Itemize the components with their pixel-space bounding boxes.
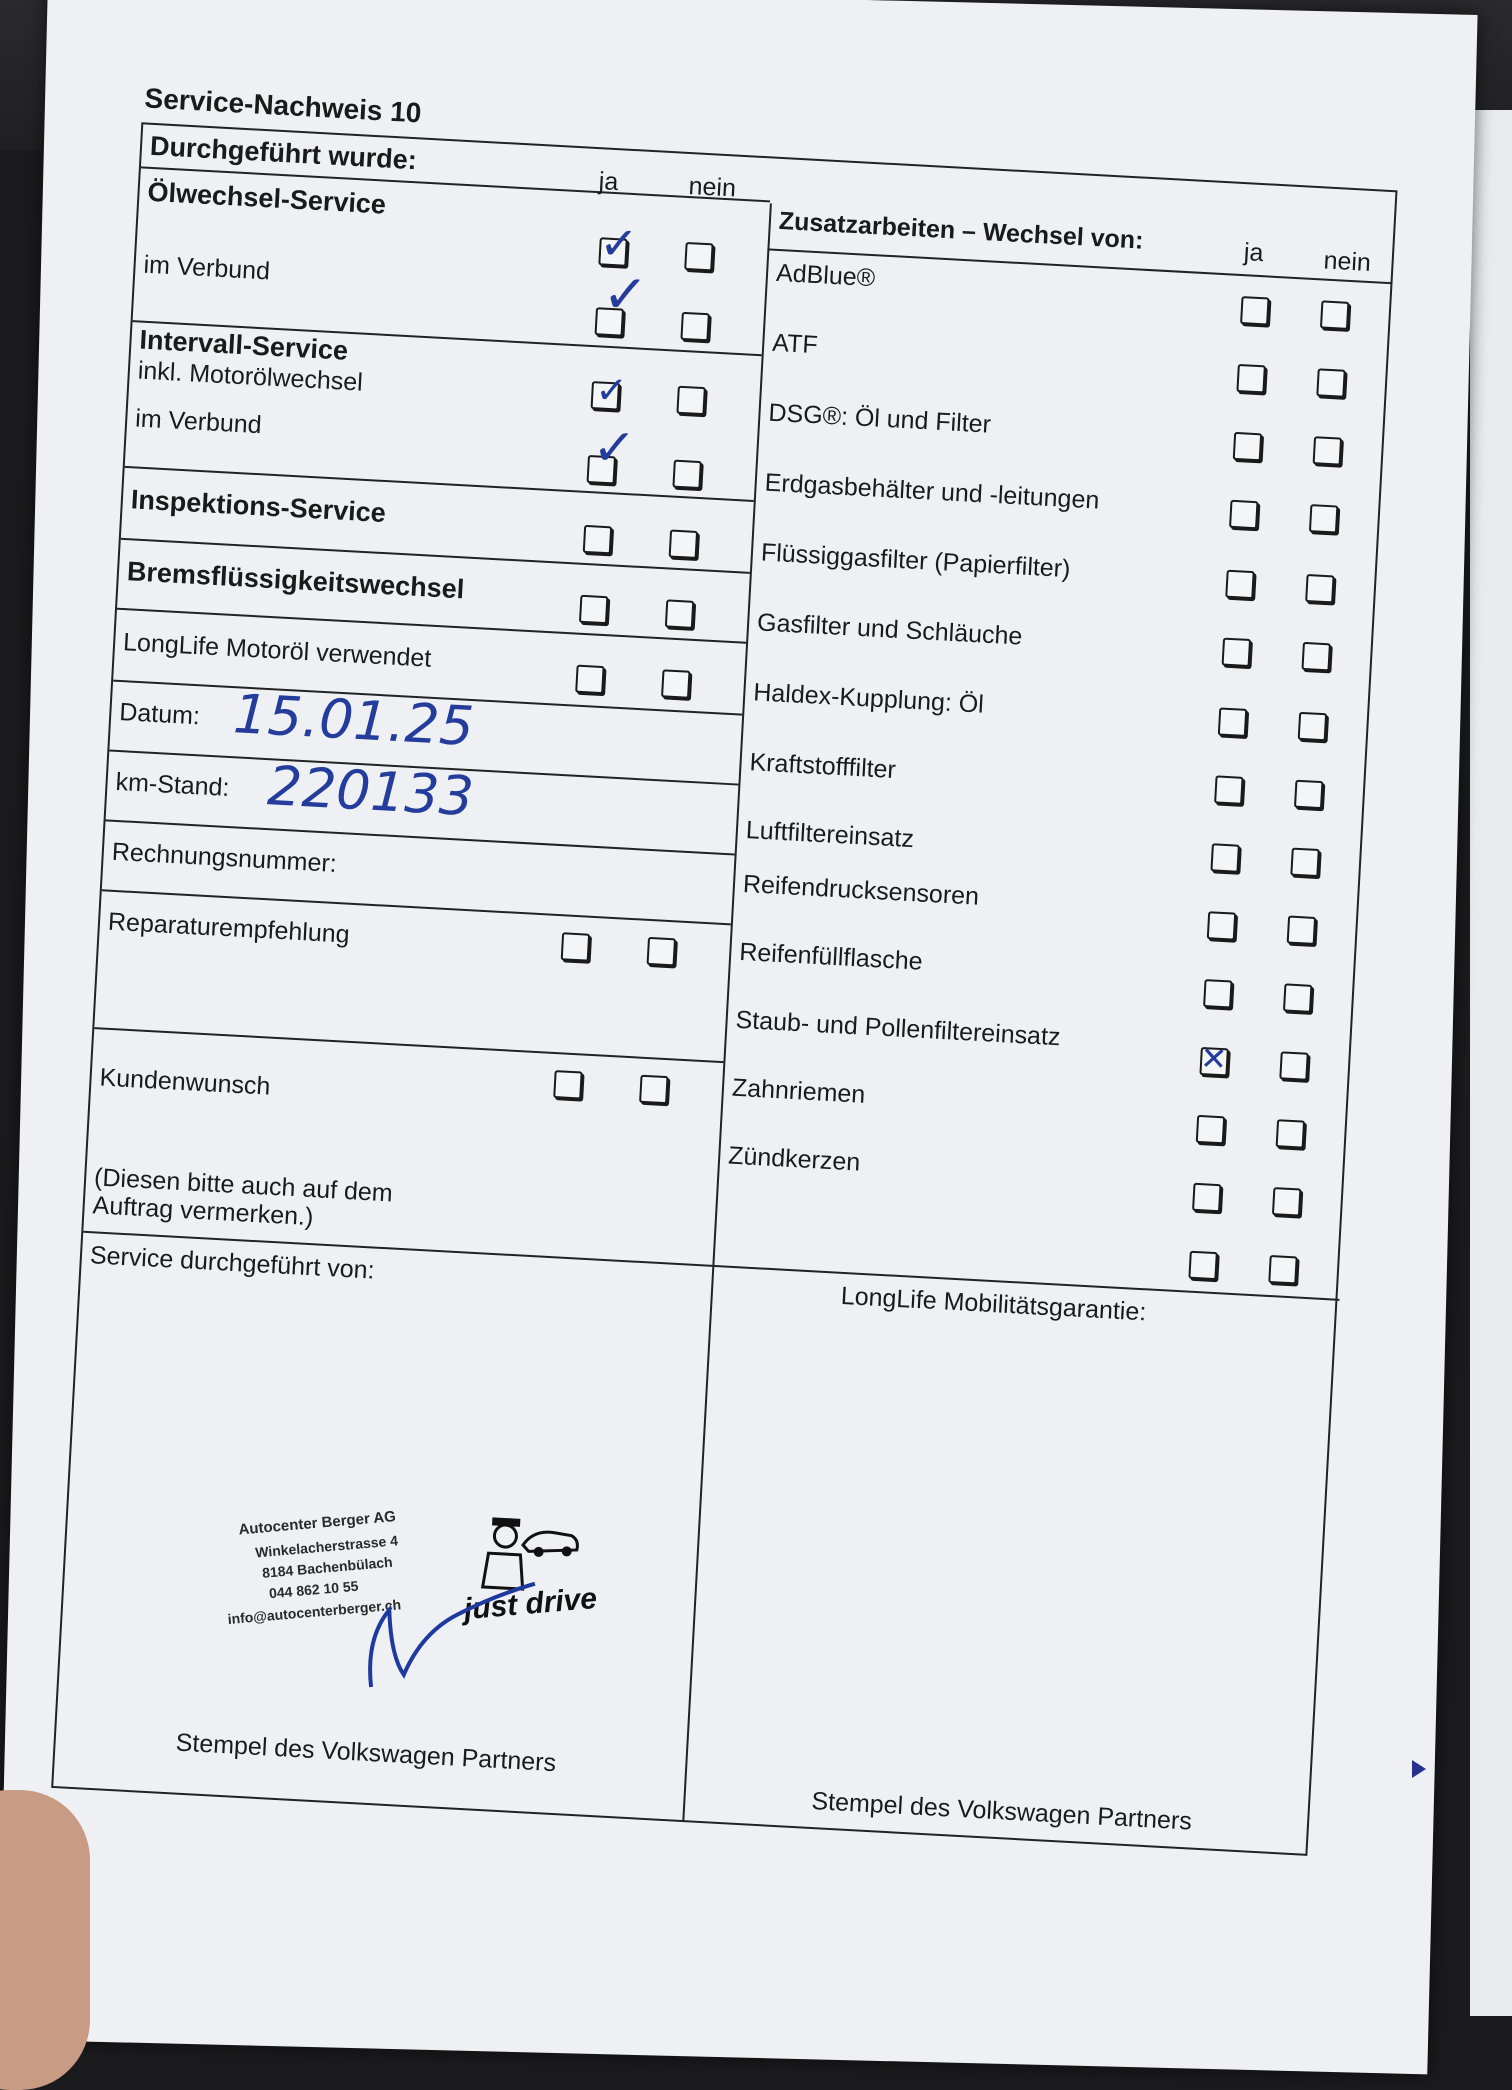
oil-verbund-checkmark: ✓ (601, 261, 650, 327)
service-by-label: Service durchgeführt von: (89, 1241, 376, 1285)
date-label: Datum: (118, 698, 201, 731)
right-stamp-caption: Stempel des Volkswagen Partners (810, 1787, 1193, 1836)
item-reifendruck: Reifendrucksensoren (742, 869, 980, 911)
extra-ja-checkbox[interactable] (1188, 1251, 1217, 1280)
left-header: Durchgeführt wurde: (149, 130, 418, 176)
invoice-label: Rechnungsnummer: (111, 837, 338, 878)
rule-customer (94, 1027, 723, 1063)
dsg-ja-checkbox[interactable] (1233, 432, 1262, 461)
interval-verbund-nein-checkbox[interactable] (672, 460, 701, 489)
customer-ja-checkbox[interactable] (553, 1070, 582, 1099)
oil-verbund-label: im Verbund (142, 250, 271, 286)
customer-label: Kundenwunsch (98, 1063, 272, 1101)
gasfilter-nein-checkbox[interactable] (1301, 642, 1330, 671)
item-luftfilter: Luftfiltereinsatz (745, 816, 915, 854)
kraftstofffilter-nein-checkbox[interactable] (1294, 780, 1323, 809)
item-zuendkerzen: Zündkerzen (727, 1141, 861, 1177)
item-kraftstofffilter: Kraftstofffilter (748, 748, 897, 785)
form-frame (51, 122, 1397, 1856)
brake-fluid-label: Bremsflüssigkeitswechsel (126, 556, 466, 605)
interval-verbund-label: im Verbund (134, 404, 263, 440)
erdgas-nein-checkbox[interactable] (1309, 504, 1338, 533)
page-title: Service-Nachweis 10 (143, 82, 423, 129)
item-zahnriemen: Zahnriemen (731, 1073, 866, 1109)
kraftstofffilter-ja-checkbox[interactable] (1214, 775, 1243, 804)
brake-nein-checkbox[interactable] (665, 599, 694, 628)
stamp-city: 8184 Bachenbülach (261, 1553, 394, 1581)
inspection-nein-checkbox[interactable] (669, 529, 698, 558)
longlife-ja-checkbox[interactable] (575, 665, 604, 694)
longlife-oil-label: LongLife Motoröl verwendet (122, 628, 433, 673)
mobility-label: LongLife Mobilitätsgarantie: (840, 1281, 1147, 1327)
extra-nein-checkbox[interactable] (1268, 1255, 1297, 1284)
adblue-nein-checkbox[interactable] (1320, 300, 1349, 329)
item-adblue: AdBlue® (775, 258, 876, 293)
interval-verbund-checkmark: ✓ (590, 417, 638, 480)
zahnriemen-nein-checkbox[interactable] (1276, 1119, 1305, 1148)
right-header: Zusatzarbeiten – Wechsel von: (778, 206, 1145, 255)
left-stamp-caption: Stempel des Volkswagen Partners (175, 1728, 557, 1778)
repair-nein-checkbox[interactable] (647, 937, 676, 966)
repair-label: Reparaturempfehlung (107, 907, 351, 949)
pollenfilter-cross: ✕ (1199, 1038, 1229, 1079)
item-gasfilter: Gasfilter und Schläuche (756, 608, 1024, 651)
left-col-ja: ja (598, 167, 620, 197)
service-record-form (51, 82, 1402, 1858)
haldex-nein-checkbox[interactable] (1298, 712, 1327, 741)
reifendruck-ja-checkbox[interactable] (1207, 911, 1236, 940)
zuendkerzen-nein-checkbox[interactable] (1272, 1187, 1301, 1216)
reifendruck-nein-checkbox[interactable] (1287, 915, 1316, 944)
interval-service-label: Intervall-Service (138, 324, 349, 366)
stamp-street: Winkelacherstrasse 4 (254, 1532, 399, 1561)
longlife-nein-checkbox[interactable] (661, 669, 690, 698)
reifenfuellflasche-nein-checkbox[interactable] (1283, 983, 1312, 1012)
km-value: 220133 (265, 754, 476, 829)
customer-nein-checkbox[interactable] (639, 1075, 668, 1104)
luftfilter-ja-checkbox[interactable] (1210, 843, 1239, 872)
item-dsg: DSG®: Öl und Filter (767, 398, 992, 439)
next-page-edge (1470, 110, 1512, 2016)
interval-incl-label: inkl. Motorölwechsel (137, 356, 364, 397)
inspection-label: Inspektions-Service (130, 484, 387, 529)
stamp-email: info@autocenterberger.ch (226, 1596, 402, 1628)
item-fluessiggas: Flüssiggasfilter (Papierfilter) (760, 538, 1072, 584)
haldex-ja-checkbox[interactable] (1218, 707, 1247, 736)
atf-ja-checkbox[interactable] (1236, 364, 1265, 393)
left-col-nein: nein (687, 172, 737, 203)
fluessiggas-nein-checkbox[interactable] (1305, 574, 1334, 603)
oil-service-label: Ölwechsel-Service (146, 176, 387, 220)
zahnriemen-ja-checkbox[interactable] (1196, 1115, 1225, 1144)
next-page-arrow-icon (1412, 1760, 1426, 1778)
atf-nein-checkbox[interactable] (1316, 368, 1345, 397)
stamp-phone: 044 862 10 55 (268, 1577, 360, 1602)
dsg-nein-checkbox[interactable] (1313, 436, 1342, 465)
stamp-brand: just drive (462, 1581, 599, 1627)
item-haldex: Haldex-Kupplung: Öl (752, 678, 985, 719)
fluessiggas-ja-checkbox[interactable] (1225, 570, 1254, 599)
luftfilter-nein-checkbox[interactable] (1290, 848, 1319, 877)
repair-ja-checkbox[interactable] (561, 932, 590, 961)
oil-service-checkmark: ✓ (598, 215, 640, 272)
interval-nein-checkbox[interactable] (676, 386, 705, 415)
item-atf: ATF (771, 328, 819, 360)
interval-checkmark: ✓ (594, 367, 629, 413)
brake-ja-checkbox[interactable] (579, 595, 608, 624)
signature (358, 1569, 545, 1709)
customer-note: (Diesen bitte auch auf dem Auftrag vermerken.) (91, 1163, 394, 1232)
right-col-nein: nein (1322, 246, 1372, 277)
item-pollenfilter: Staub- und Pollenfiltereinsatz (734, 1005, 1062, 1052)
thumb (0, 1790, 90, 2090)
stamp-company: Autocenter Berger AG (237, 1508, 397, 1539)
adblue-ja-checkbox[interactable] (1240, 296, 1269, 325)
reifenfuellflasche-ja-checkbox[interactable] (1203, 979, 1232, 1008)
date-value: 15.01.25 (231, 682, 476, 759)
right-col-ja: ja (1243, 238, 1265, 268)
gasfilter-ja-checkbox[interactable] (1222, 638, 1251, 667)
pollenfilter-nein-checkbox[interactable] (1279, 1051, 1308, 1080)
inspection-ja-checkbox[interactable] (583, 525, 612, 554)
km-label: km-Stand: (114, 767, 231, 803)
erdgas-ja-checkbox[interactable] (1229, 500, 1258, 529)
item-erdgas: Erdgasbehälter und -leitungen (764, 468, 1101, 515)
item-reifenfuellflasche: Reifenfüllflasche (738, 937, 924, 976)
oil-service-nein-checkbox[interactable] (684, 242, 713, 271)
oil-verbund-nein-checkbox[interactable] (680, 312, 709, 341)
zuendkerzen-ja-checkbox[interactable] (1192, 1183, 1221, 1212)
